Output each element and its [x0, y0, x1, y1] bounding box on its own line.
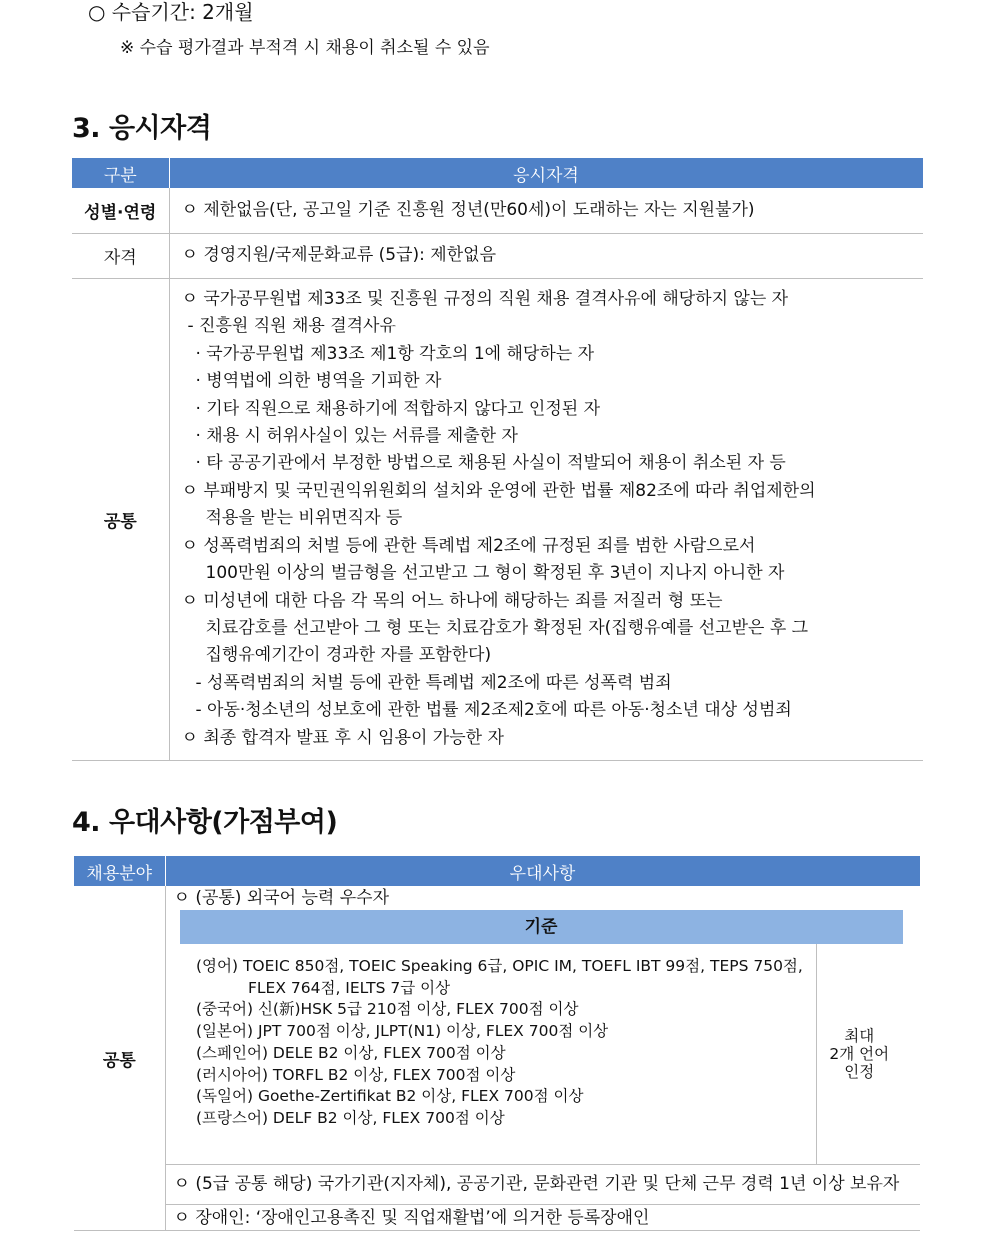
table-row	[72, 278, 923, 760]
row-content	[165, 1205, 920, 1231]
content-line: · 국가공무원법 제33조 제1항 각호의 1에 해당하는 자	[195, 343, 595, 364]
content-line: - 진흥원 직원 채용 결격사유	[187, 316, 396, 337]
probation-period: ○ 수습기간: 2개월	[88, 0, 254, 24]
row-content	[169, 278, 923, 760]
probation-note: ※ 수습 평가결과 부적격 시 채용이 취소될 수 있음	[120, 38, 490, 58]
criteria-list	[180, 944, 816, 1165]
row-category: 공통	[74, 886, 165, 1231]
header-category: 구분	[72, 158, 169, 188]
content-line: 치료감호를 선고받아 그 형 또는 치료감호가 확정된 자(집행유예를 선고받은 후 그	[205, 617, 809, 638]
content-line: ㅇ 국가공무원법 제33조 및 진흥원 규정의 직원 채용 결격사유에 해당하지 않는 자	[181, 289, 789, 310]
section4-heading: 4. 우대사항(가점부여)	[72, 807, 338, 838]
criteria-line: (중국어) 신(新)HSK 5급 210점 이상, FLEX 700점 이상	[196, 1000, 579, 1019]
row-category: 자격	[72, 233, 169, 278]
probation-block	[88, 0, 490, 60]
preference-table	[74, 856, 921, 1231]
row-category: 공통	[72, 278, 169, 760]
content-line: ㅇ 경영지원/국제문화교류 (5급): 제한없음	[181, 244, 496, 265]
criteria-line: (프랑스어) DELF B2 이상, FLEX 700점 이상	[196, 1108, 505, 1127]
content-line: - 성폭력범죄의 처벌 등에 관한 특례법 제2조에 따른 성폭력 범죄	[195, 672, 672, 693]
content-line: 적용을 받는 비위면직자 등	[205, 508, 403, 529]
criteria-line: (스페인어) DELE B2 이상, FLEX 700점 이상	[196, 1043, 506, 1062]
row-content	[169, 188, 923, 233]
criteria-header: 기준	[180, 911, 902, 944]
content-line: · 타 공공기관에서 부정한 방법으로 채용된 사실이 적발되어 채용이 취소된 자 등	[195, 453, 786, 474]
note-line: 2개 언어	[829, 1045, 890, 1063]
table-row	[74, 886, 920, 1165]
table-row	[72, 233, 923, 278]
criteria-table	[180, 910, 903, 1164]
table-row	[74, 1165, 920, 1205]
content-line: ㅇ 장애인: ‘장애인고용촉진 및 직업재활법’에 의거한 등록장애인	[173, 1207, 650, 1228]
content-line: ㅇ (공통) 외국어 능력 우수자	[173, 888, 390, 908]
content-line: · 병역법에 의한 병역을 기피한 자	[195, 371, 442, 392]
row-content	[165, 886, 920, 1165]
content-line: ㅇ (5급 공통 해당) 국가기관(지자체), 공공기관, 문화관련 기관 및 단체 근무 경력 1년 이상 보유자	[173, 1173, 900, 1194]
content-line: ㅇ 미성년에 대한 다음 각 목의 어느 하나에 해당하는 죄를 저질러 형 또는	[181, 590, 723, 611]
content-line: 집행유예기간이 경과한 자를 포함한다)	[205, 645, 492, 666]
note-line: 최대	[844, 1027, 875, 1045]
eligibility-table	[72, 158, 924, 761]
max-language-note	[816, 944, 902, 1165]
content-line: · 기타 직원으로 채용하기에 적합하지 않다고 인정된 자	[195, 398, 601, 419]
criteria-line: (독일어) Goethe-Zertifikat B2 이상, FLEX 700점 이상	[196, 1087, 584, 1106]
content-line: - 아동·청소년의 성보호에 관한 법률 제2조제2호에 따른 아동·청소년 대상 성범죄	[195, 700, 792, 721]
header-preference: 우대사항	[165, 856, 920, 886]
content-line: ㅇ 최종 합격자 발표 후 시 임용이 가능한 자	[181, 727, 504, 748]
content-line: ㅇ 부패방지 및 국민권익위원회의 설치와 운영에 관한 법률 제82조에 따라 취업제한의	[181, 480, 816, 501]
header-field: 채용분야	[74, 856, 165, 886]
table-row	[74, 1205, 920, 1231]
row-content	[165, 1165, 920, 1205]
note-line: 인정	[844, 1063, 875, 1081]
content-line: 100만원 이상의 벌금형을 선고받고 그 형이 확정된 후 3년이 지나지 아니한 자	[205, 563, 785, 584]
section3-heading: 3. 응시자격	[72, 113, 212, 144]
criteria-line: (영어) TOEIC 850점, TOEIC Speaking 6급, OPIC IM, TOEFL IBT 99점, TEPS 750점,	[196, 957, 803, 975]
row-content	[169, 233, 923, 278]
criteria-line: (일본어) JPT 700점 이상, JLPT(N1) 이상, FLEX 700점 이상	[196, 1022, 609, 1041]
table-row	[72, 188, 923, 233]
criteria-line: FLEX 764점, IELTS 7급 이상	[248, 978, 451, 997]
row-category: 성별·연령	[72, 188, 169, 233]
criteria-line: (러시아어) TORFL B2 이상, FLEX 700점 이상	[196, 1065, 516, 1084]
content-line: · 채용 시 허위사실이 있는 서류를 제출한 자	[195, 426, 518, 447]
content-line: ㅇ 성폭력범죄의 처벌 등에 관한 특례법 제2조에 규정된 죄를 범한 사람으로서	[181, 535, 756, 556]
content-line: ㅇ 제한없음(단, 공고일 기준 진흥원 정년(만60세)이 도래하는 자는 지원불가)	[181, 199, 755, 220]
header-eligibility: 응시자격	[169, 158, 923, 188]
